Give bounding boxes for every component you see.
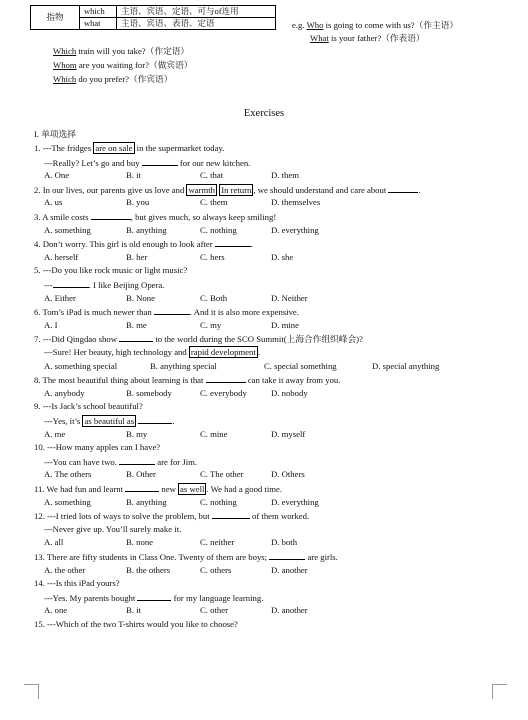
- highlighted-phrase: rapid development: [190, 347, 256, 357]
- question-text: 15. ---Which of the two T-shirts would you like to choose?: [34, 619, 238, 629]
- question-text: ---Yes, it’s: [44, 416, 83, 426]
- highlighted-phrase: are on sale: [95, 143, 133, 153]
- highlighted-phrase: as well: [180, 484, 205, 494]
- question-line: [44, 456, 197, 468]
- answer-option: D. Neither: [271, 292, 308, 303]
- question-stem: [34, 578, 120, 589]
- example-pronoun: What: [310, 33, 329, 43]
- question-text: ---You can have two.: [44, 456, 120, 467]
- example-pronoun: Which: [53, 74, 77, 84]
- answer-blank: [53, 279, 89, 288]
- question-text: ---: [44, 280, 53, 290]
- table-word: which: [80, 6, 117, 18]
- answer-blank: [119, 333, 153, 342]
- answer-option: A. anybody: [44, 387, 85, 398]
- answer-option: B. the others: [126, 564, 171, 575]
- question-stem: [34, 333, 363, 345]
- question-stem: [34, 442, 160, 453]
- answer-blank: [388, 184, 421, 195]
- question-text: .: [418, 184, 421, 195]
- example-left-3: [53, 74, 172, 85]
- question-text: 1. ---The fridges: [34, 143, 94, 153]
- answer-option: B. it: [126, 170, 141, 181]
- answer-blank: [91, 211, 131, 220]
- question-text: , we should understand and care about: [253, 184, 389, 195]
- answer-option: C. neither: [200, 537, 235, 548]
- question-line: [44, 279, 164, 291]
- answer-option: D. myself: [271, 428, 306, 439]
- question-text: 13. There are fifty students in Class One. Twenty of them are boys;: [34, 552, 270, 562]
- question-text: new: [159, 484, 179, 494]
- question-stem: [34, 619, 238, 630]
- corner-mark: [492, 684, 507, 699]
- question-text: 7. ---Did Qingdao show: [34, 334, 120, 345]
- answer-option: A. herself: [44, 251, 79, 262]
- answer-option: D. she: [271, 251, 294, 262]
- question-line: [44, 347, 260, 358]
- example-text: do you prefer?（作宾语）: [76, 74, 173, 84]
- question-text: for our new kitchen.: [177, 157, 251, 168]
- answer-option: D. Others: [271, 469, 305, 480]
- question-text: are girls.: [305, 552, 338, 562]
- answer-option: A. something special: [44, 360, 118, 371]
- answer-option: A. One: [44, 170, 70, 181]
- answer-option: D. both: [271, 537, 298, 548]
- example-prefix: e.g.: [292, 20, 307, 30]
- answer-blank: [142, 157, 178, 166]
- question-stem: [34, 306, 299, 318]
- question-line: [44, 157, 250, 169]
- question-line: [44, 524, 181, 535]
- answer-option: C. other: [200, 605, 228, 616]
- question-text: to the world during the SCO Summit(上海合作组织峰会)?: [153, 334, 363, 345]
- question-text: .: [250, 239, 253, 250]
- example-right-2: [310, 33, 425, 44]
- table-row: [31, 6, 276, 18]
- question-text: . And it is also more expensive.: [189, 307, 299, 318]
- question-text: .: [172, 416, 175, 426]
- question-line: [44, 592, 263, 604]
- answer-option: B. me: [126, 319, 147, 330]
- example-text: are you waiting for?（做宾语）: [76, 60, 193, 70]
- question-stem: [34, 510, 309, 522]
- example-left-1: [53, 46, 189, 57]
- question-stem: [34, 401, 143, 412]
- question-text: 12. ---I tried lots of ways to solve the problem, but: [34, 511, 212, 522]
- question-stem: [34, 184, 421, 196]
- answer-blank: [212, 510, 250, 519]
- question-text: ---Yes. My parents bought: [44, 592, 138, 603]
- question-stem: [34, 238, 253, 250]
- answer-blank: [215, 238, 253, 250]
- answer-option: B. none: [126, 537, 154, 548]
- answer-option: B. Other: [126, 469, 156, 480]
- answer-option: A. The others: [44, 469, 92, 480]
- answer-option: A. me: [44, 428, 66, 439]
- example-pronoun: Who: [306, 20, 324, 30]
- answer-option: C. my: [200, 319, 222, 330]
- answer-option: D. everything: [271, 224, 319, 235]
- answer-option: B. None: [126, 292, 155, 303]
- answer-option: C. nothing: [200, 224, 237, 235]
- answer-option: A. us: [44, 197, 63, 208]
- page-title: Exercises: [243, 108, 285, 119]
- answer-blank: [269, 551, 305, 560]
- answer-option: B. somebody: [126, 387, 172, 398]
- answer-blank: [154, 306, 190, 315]
- question-stem: [34, 374, 340, 386]
- example-text: is your father?（作表语）: [328, 33, 425, 43]
- answer-option: C. others: [200, 564, 232, 575]
- answer-option: D. nobody: [271, 387, 308, 398]
- question-text: 10. ---How many apples can I have?: [34, 442, 161, 453]
- answer-option: A. I: [44, 319, 58, 330]
- section-heading: I. 单项选择: [34, 129, 76, 139]
- question-text: . We had a good time.: [206, 484, 283, 494]
- answer-option: B. anything: [126, 224, 167, 235]
- question-text: ---Really? Let’s go and buy: [44, 157, 142, 168]
- highlighted-phrase: In return: [221, 184, 252, 195]
- question-text: 2. In our lives, our parents give us love and: [34, 184, 187, 195]
- question-text: are for Jim.: [155, 456, 198, 467]
- answer-option: B. anything: [126, 496, 167, 507]
- answer-option: C. everybody: [200, 387, 247, 398]
- question-text: for my language learning.: [171, 592, 264, 603]
- answer-option: C. mine: [200, 428, 228, 439]
- answer-option: D. mine: [271, 319, 299, 330]
- highlighted-phrase: as beautiful as: [84, 416, 135, 426]
- answer-option: C. special something: [264, 360, 337, 371]
- answer-option: C. Both: [200, 292, 228, 303]
- answer-blank: [206, 374, 246, 383]
- question-text: 9. ---Is Jack’s school beautiful?: [34, 401, 143, 412]
- answer-option: C. hers: [200, 251, 225, 262]
- question-stem: [34, 265, 187, 276]
- question-text: ---Never give up. You’ll surely make it.: [44, 523, 182, 534]
- question-stem: [34, 211, 276, 223]
- question-text: 14. ---Is this iPad yours?: [34, 578, 120, 589]
- answer-option: D. another: [271, 605, 308, 616]
- answer-option: A. something: [44, 496, 91, 507]
- table-use: 主语、宾语、定语、可与of连用: [117, 6, 276, 18]
- question-text: .: [257, 347, 260, 357]
- answer-option: C. nothing: [200, 496, 237, 507]
- answer-option: D. special anything: [372, 360, 440, 371]
- answer-option: B. my: [126, 428, 148, 439]
- answer-option: B. her: [126, 251, 148, 262]
- answer-blank: [119, 456, 155, 465]
- question-text: 5. ---Do you like rock music or light music?: [34, 265, 188, 276]
- answer-blank: [125, 483, 159, 492]
- answer-option: B. anything special: [150, 360, 217, 371]
- example-pronoun: Whom: [53, 60, 77, 70]
- question-text: . I like Beijing Opera.: [88, 280, 165, 290]
- answer-option: D. themselves: [271, 197, 321, 208]
- answer-option: C. The other: [200, 469, 244, 480]
- answer-option: D. them: [271, 170, 299, 181]
- question-text: 3. A smile costs: [34, 212, 91, 222]
- question-stem: [34, 483, 282, 495]
- question-text: 8. The most beautiful thing about learning is that: [34, 375, 206, 386]
- question-stem: [34, 551, 338, 563]
- question-stem: [34, 143, 224, 154]
- answer-option: B. you: [126, 197, 150, 208]
- question-text: of them worked.: [249, 511, 310, 522]
- answer-option: A. the other: [44, 564, 86, 575]
- answer-option: C. that: [200, 170, 224, 181]
- question-text: 4. Don’t worry. This girl is old enough to look after: [34, 239, 215, 250]
- answer-option: C. them: [200, 197, 228, 208]
- question-text: in the supermarket today.: [134, 143, 225, 153]
- highlighted-phrase: warmth: [188, 184, 216, 195]
- table-use: 主语、宾语、表语、定语: [117, 18, 276, 30]
- example-text: train will you take?（作定语）: [76, 46, 190, 56]
- question-text: 11. We had fun and learnt: [34, 484, 126, 494]
- answer-option: A. one: [44, 605, 68, 616]
- question-text: , but gives much, so always keep smiling!: [130, 212, 277, 222]
- answer-option: B. it: [126, 605, 141, 616]
- answer-blank: [137, 592, 171, 601]
- question-text: can take it away from you.: [245, 375, 341, 386]
- answer-blank: [138, 415, 175, 426]
- example-right-1: [292, 20, 458, 31]
- table-word: what: [80, 18, 117, 30]
- answer-option: A. Either: [44, 292, 76, 303]
- question-line: [44, 415, 175, 427]
- example-text: is going to come with us?（作主语）: [323, 20, 459, 30]
- example-pronoun: Which: [53, 46, 77, 56]
- question-text: ---Sure! Her beauty, high technology and: [44, 347, 189, 357]
- answer-option: D. everything: [271, 496, 319, 507]
- answer-option: A. something: [44, 224, 91, 235]
- pronoun-table: [30, 5, 276, 30]
- example-left-2: [53, 60, 192, 71]
- answer-option: A. all: [44, 537, 64, 548]
- table-label: 指物: [31, 6, 80, 30]
- answer-option: D. another: [271, 564, 308, 575]
- question-text: 6. Tom’s iPad is much newer than: [34, 307, 154, 318]
- corner-mark: [24, 684, 39, 699]
